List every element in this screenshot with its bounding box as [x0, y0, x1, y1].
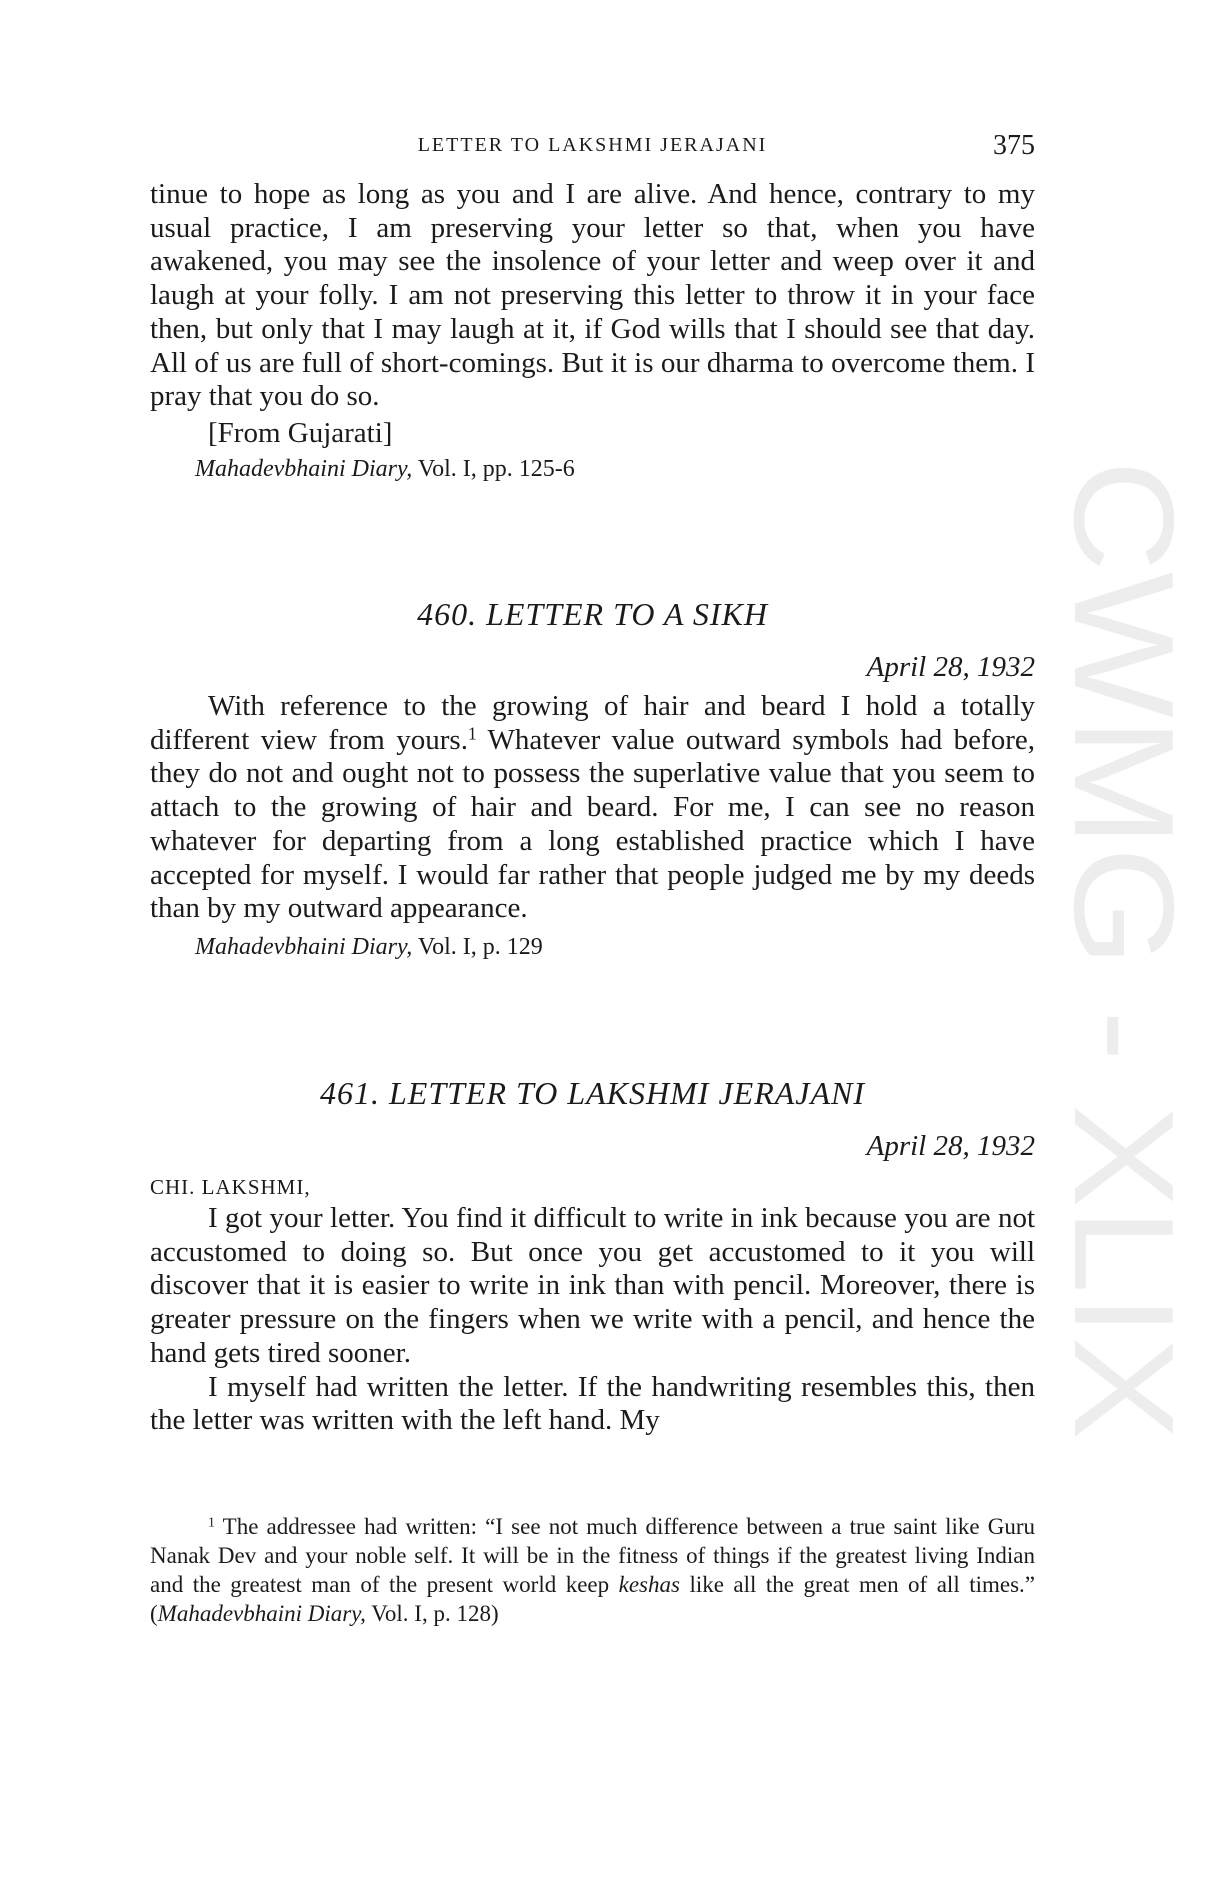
letter-460-text-a: With reference to the growing of hair and beard I hold a totally different view from yours. [150, 690, 1035, 756]
continuation-section [150, 178, 1035, 483]
letter-460-body [150, 690, 1035, 926]
footnote-text-c: Vol. I, p. 128) [365, 1601, 499, 1626]
letter-460-date: April 28, 1932 [866, 651, 1035, 683]
watermark [1020, 460, 1203, 1440]
footnote-text [150, 1512, 1035, 1628]
letter-460-source [150, 934, 1035, 961]
footnote-text-a: The addressee had written: “I see not much difference between a true saint like Guru Nanak Dev and your noble self. It will be in the fitness of things if the greatest living Indian and the greatest man of the present world keep [150, 1514, 1035, 1597]
translation-note: [From Gujarati] [208, 416, 393, 449]
letter-460 [150, 596, 1035, 961]
source-citation [150, 456, 1035, 483]
letter-461-para-1: I got your letter. You find it difficult to write in ink because you are not accustomed to doing so. But once you get accustomed to it you will discover that it is easier to write in ink than with pencil. Moreover, there is greater pressure on the fingers when we write with a pencil, and hence the hand gets tired sooner. [150, 1202, 1035, 1369]
letter-460-text-b: Whatever value outward symbols had before, they do not and ought not to possess the superlative value that you seem to attach to the growing of hair and beard. For me, I can see no reason whatever for departing from a long established practice which I have accepted for myself. I would far rather that people judged me by my deeds than by my outward appearance. [150, 723, 1035, 925]
letter-461-para-2: I myself had written the letter. If the handwriting resembles this, then the letter was written with the left hand. My [150, 1370, 1035, 1437]
footnote-text-b: like all the great men of all times.” ( [150, 1572, 1035, 1626]
source-ref: Vol. I, p. 129 [417, 933, 543, 960]
footnote-number: 1 [208, 1514, 215, 1530]
source-title: Mahadevbhaini Diary, [195, 455, 413, 482]
footnote-source-title: Mahadevbhaini Diary, [157, 1601, 366, 1626]
salutation: CHI. LAKSHMI, [150, 1175, 311, 1199]
continuation-paragraph: tinue to hope as long as you and I are alive. And hence, contrary to my usual practice, I am preserving your letter so that, when you have awakened, you may see the insolence of your letter and weep over it and laugh at your folly. I am not preserving this letter to throw it in your face then, but only that I may laugh at it, if God wills that I should see that day. All of us are full of short-comings. But it is our dharma to overcome them. I pray that you do so. [150, 178, 1035, 413]
running-header [150, 130, 1035, 170]
source-ref: Vol. I, pp. 125-6 [417, 455, 575, 482]
letter-461-heading: 461. LETTER TO LAKSHMI JERAJANI [319, 1075, 866, 1111]
letter-461 [150, 1075, 1035, 1438]
footnote-marker: 1 [467, 723, 477, 744]
source-title: Mahadevbhaini Diary, [195, 933, 413, 960]
page-number: 375 [993, 130, 1035, 161]
running-title: LETTER TO LAKSHMI JERAJANI [417, 134, 768, 156]
footnote-term: keshas [618, 1572, 680, 1597]
letter-461-date: April 28, 1932 [866, 1130, 1035, 1162]
watermark-text: CWMG - XLIX [1044, 460, 1203, 1360]
footnote [150, 1512, 1035, 1628]
letter-460-heading: 460. LETTER TO A SIKH [417, 596, 768, 632]
